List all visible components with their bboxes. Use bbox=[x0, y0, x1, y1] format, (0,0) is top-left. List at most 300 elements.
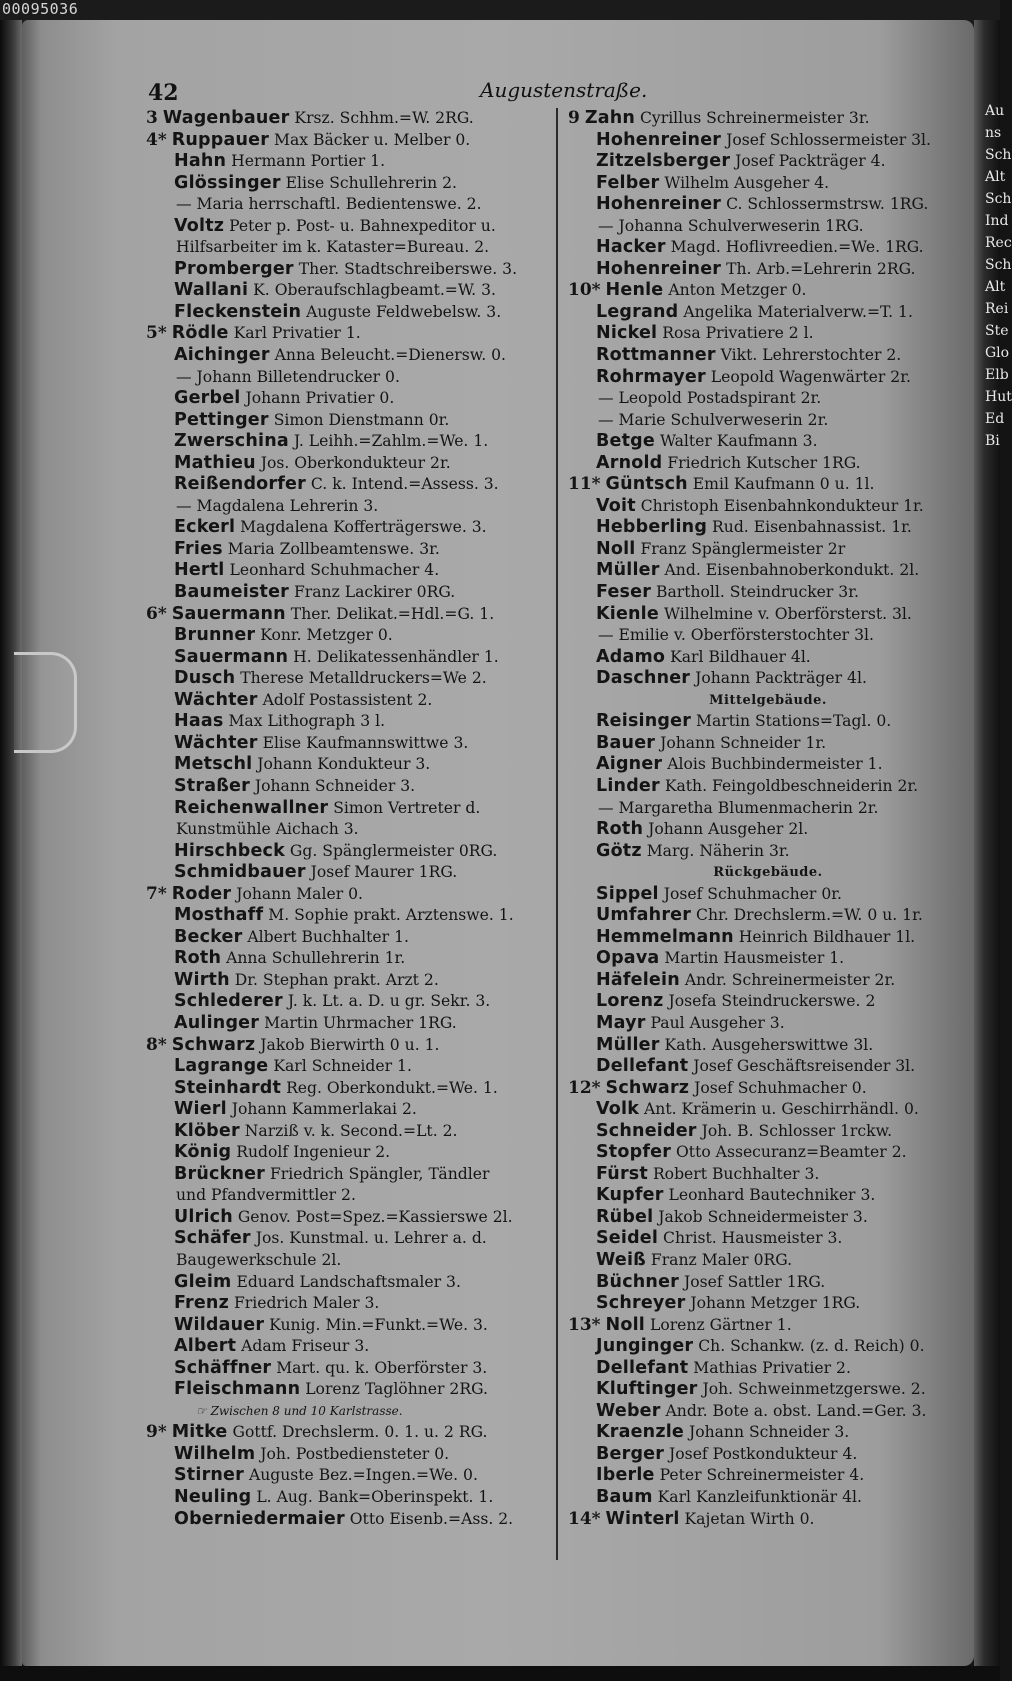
directory-entry bbox=[568, 453, 968, 475]
resident-surname: Hirschbeck bbox=[174, 840, 285, 861]
resident-surname: Hertl bbox=[174, 560, 225, 581]
resident-surname: Schwarz bbox=[171, 1034, 256, 1055]
resident-surname: Becker bbox=[174, 926, 243, 947]
directory-entry bbox=[146, 388, 554, 410]
resident-details: J. Leihh.=Zahlm.=We. 1. bbox=[293, 432, 489, 451]
entry-continuation bbox=[146, 1250, 554, 1272]
directory-entry bbox=[146, 1056, 554, 1078]
resident-details: Jakob Bierwirth 0 u. 1. bbox=[260, 1035, 440, 1054]
directory-entry bbox=[146, 1142, 554, 1164]
resident-details: — Leopold Postadspirant 2r. bbox=[598, 389, 822, 408]
resident-details: Marg. Näherin 3r. bbox=[646, 841, 790, 860]
resident-details: Emil Kaufmann 0 u. 1l. bbox=[692, 475, 875, 494]
scan-bottom-bar bbox=[0, 1666, 1000, 1681]
directory-entry bbox=[568, 1013, 968, 1035]
resident-surname: Arnold bbox=[596, 452, 663, 473]
resident-details: Peter Schreinermeister 4. bbox=[659, 1466, 865, 1485]
entry-continuation bbox=[146, 237, 554, 259]
directory-entry bbox=[568, 841, 968, 863]
directory-entry bbox=[146, 216, 554, 238]
resident-surname: Hahn bbox=[174, 151, 227, 172]
resident-details: — Magdalena Lehrerin 3. bbox=[176, 496, 379, 515]
resident-details: Lorenz Gärtner 1. bbox=[649, 1315, 792, 1334]
directory-entry bbox=[146, 410, 554, 432]
resident-surname: Noll bbox=[605, 1314, 645, 1335]
resident-surname: Kraenzle bbox=[596, 1422, 684, 1443]
resident-details: Johann Metzger 1RG. bbox=[690, 1294, 861, 1313]
resident-surname: Götz bbox=[596, 840, 642, 861]
house-number: 7* bbox=[146, 883, 167, 904]
directory-entry bbox=[146, 604, 554, 626]
resident-details: Josefa Steindruckerswe. 2 bbox=[668, 992, 876, 1011]
resident-surname: Wächter bbox=[174, 732, 258, 753]
resident-surname: Oberniedermaier bbox=[174, 1508, 345, 1529]
directory-entry bbox=[568, 1315, 968, 1337]
resident-surname: Häfelein bbox=[596, 969, 680, 990]
resident-surname: Steinhardt bbox=[174, 1077, 282, 1098]
house-number: 11* bbox=[568, 474, 601, 495]
resident-details: Johann Schneider 1r. bbox=[660, 733, 827, 752]
resident-details: Martin Stations=Tagl. 0. bbox=[696, 712, 892, 731]
directory-entry bbox=[568, 1185, 968, 1207]
resident-details: Kath. Feingoldbeschneiderin 2r. bbox=[664, 776, 919, 795]
directory-entry bbox=[146, 1121, 554, 1143]
resident-surname: Bauer bbox=[596, 732, 656, 753]
resident-surname: Legrand bbox=[596, 301, 679, 322]
directory-entry bbox=[568, 991, 968, 1013]
resident-details: Josef Maurer 1RG. bbox=[310, 863, 458, 882]
directory-entry bbox=[568, 474, 968, 496]
directory-entry bbox=[568, 905, 968, 927]
resident-details: Adam Friseur 3. bbox=[241, 1337, 370, 1356]
directory-entry bbox=[146, 1358, 554, 1380]
directory-entry bbox=[146, 754, 554, 776]
resident-details: Ch. Schankw. (z. d. Reich) 0. bbox=[698, 1337, 925, 1356]
resident-surname: Voltz bbox=[174, 215, 225, 236]
resident-surname: Weber bbox=[596, 1400, 661, 1421]
directory-entry bbox=[568, 1142, 968, 1164]
house-number: 4* bbox=[146, 129, 167, 150]
resident-details: Josef Postkondukteur 4. bbox=[669, 1444, 858, 1463]
resident-details: Joh. B. Schlosser 1rckw. bbox=[701, 1121, 893, 1140]
directory-entry bbox=[146, 302, 554, 324]
resident-surname: Hemmelmann bbox=[596, 926, 734, 947]
resident-surname: Volk bbox=[596, 1099, 640, 1120]
right-column bbox=[568, 108, 968, 1530]
directory-entry bbox=[568, 948, 968, 970]
resident-details: Paul Ausgeher 3. bbox=[650, 1013, 785, 1032]
house-number: 10* bbox=[568, 280, 601, 301]
resident-details: Otto Eisenb.=Ass. 2. bbox=[349, 1509, 514, 1528]
resident-details: Josef Geschäftsreisender 3l. bbox=[693, 1057, 916, 1076]
resident-details: — Maria herrschaftl. Bedientenswe. 2. bbox=[176, 195, 482, 214]
resident-details: Josef Schuhmacher 0. bbox=[694, 1078, 867, 1097]
resident-surname: Schäfer bbox=[174, 1228, 251, 1249]
resident-details: Th. Arb.=Lehrerin 2RG. bbox=[726, 259, 916, 278]
resident-surname: Winterl bbox=[605, 1508, 680, 1529]
directory-entry bbox=[146, 668, 554, 690]
directory-entry bbox=[146, 173, 554, 195]
resident-surname: Promberger bbox=[174, 258, 294, 279]
resident-details: Hilfsarbeiter im k. Kataster=Bureau. 2. bbox=[176, 238, 490, 257]
directory-entry bbox=[568, 1401, 968, 1423]
resident-surname: Daschner bbox=[596, 668, 691, 689]
resident-details: Alois Buchbindermeister 1. bbox=[667, 755, 883, 774]
resident-details: Rudolf Ingenieur 2. bbox=[236, 1143, 391, 1162]
directory-entry bbox=[568, 798, 968, 820]
resident-details: Walter Kaufmann 3. bbox=[659, 432, 818, 451]
directory-entry bbox=[568, 323, 968, 345]
resident-surname: Dellefant bbox=[596, 1357, 689, 1378]
directory-entry bbox=[146, 345, 554, 367]
resident-surname: Eckerl bbox=[174, 517, 236, 538]
directory-entry bbox=[568, 1121, 968, 1143]
resident-surname: Fürst bbox=[596, 1163, 648, 1184]
resident-details: Lorenz Taglöhner 2RG. bbox=[305, 1380, 488, 1399]
resident-surname: Gerbel bbox=[174, 388, 241, 409]
resident-details: Anton Metzger 0. bbox=[668, 281, 807, 300]
directory-entry bbox=[568, 711, 968, 733]
resident-surname: Noll bbox=[596, 538, 636, 559]
resident-surname: Junginger bbox=[596, 1336, 694, 1357]
house-number: 12* bbox=[568, 1077, 601, 1098]
resident-surname: Hacker bbox=[596, 237, 666, 258]
resident-surname: Berger bbox=[596, 1443, 665, 1464]
directory-entry bbox=[568, 604, 968, 626]
directory-entry bbox=[146, 1013, 554, 1035]
street-note: ☞ Zwischen 8 und 10 Karlstrasse. bbox=[196, 1403, 403, 1418]
resident-surname: Fleischmann bbox=[174, 1379, 301, 1400]
resident-surname: Brückner bbox=[174, 1163, 265, 1184]
directory-entry bbox=[146, 280, 554, 302]
entry-continuation bbox=[146, 1185, 554, 1207]
resident-surname: Müller bbox=[596, 1034, 660, 1055]
resident-details: Rud. Eisenbahnassist. 1r. bbox=[712, 518, 912, 537]
directory-entry bbox=[146, 841, 554, 863]
resident-details: Adolf Postassistent 2. bbox=[262, 690, 433, 709]
directory-entry bbox=[146, 1336, 554, 1358]
resident-details: Therese Metalldruckers=We 2. bbox=[240, 669, 487, 688]
resident-surname: Reißendorfer bbox=[174, 474, 306, 495]
resident-details: Elise Schullehrerin 2. bbox=[285, 173, 457, 192]
directory-entry bbox=[568, 431, 968, 453]
resident-details: Magd. Hoflivreedien.=We. 1RG. bbox=[670, 238, 924, 257]
resident-surname: Güntsch bbox=[605, 474, 688, 495]
scan-number: 00095036 bbox=[2, 0, 79, 18]
resident-details: L. Aug. Bank=Oberinspekt. 1. bbox=[256, 1488, 494, 1506]
resident-details: Josef Schlossermeister 3l. bbox=[726, 130, 931, 149]
directory-entry bbox=[568, 1250, 968, 1272]
resident-details: Peter p. Post- u. Bahnexpeditor u. bbox=[229, 216, 496, 235]
directory-entry bbox=[146, 776, 554, 798]
directory-entry bbox=[146, 1315, 554, 1337]
resident-details: Friedrich Spängler, Tändler bbox=[269, 1164, 490, 1183]
resident-details: Auguste Bez.=Ingen.=We. 0. bbox=[248, 1466, 478, 1485]
resident-surname: Frenz bbox=[174, 1293, 229, 1314]
resident-surname: Wallani bbox=[174, 280, 249, 301]
resident-details: Johann Kammerlakai 2. bbox=[231, 1100, 417, 1119]
resident-surname: Ruppauer bbox=[171, 129, 270, 150]
resident-surname: Roder bbox=[171, 883, 232, 904]
resident-surname: Fries bbox=[174, 538, 223, 559]
resident-details: — Margaretha Blumenmacherin 2r. bbox=[598, 798, 879, 817]
resident-details: — Johann Billetendrucker 0. bbox=[176, 367, 400, 386]
directory-entry bbox=[568, 173, 968, 195]
resident-surname: Voit bbox=[596, 495, 636, 516]
directory-entry bbox=[568, 1336, 968, 1358]
resident-details: Vikt. Lehrerstochter 2. bbox=[720, 346, 902, 365]
directory-entry bbox=[568, 345, 968, 367]
resident-details: K. Oberaufschlagbeamt.=W. 3. bbox=[253, 281, 496, 300]
resident-surname: Aigner bbox=[596, 754, 663, 775]
resident-details: — Emilie v. Oberförsterstochter 3l. bbox=[598, 626, 874, 645]
resident-details: Joh. Schweinmetzgerswe. 2. bbox=[702, 1380, 926, 1399]
resident-surname: Albert bbox=[174, 1336, 237, 1357]
resident-surname: Feser bbox=[596, 582, 652, 603]
directory-entry bbox=[146, 927, 554, 949]
directory-entry bbox=[568, 108, 968, 130]
resident-details: Dr. Stephan prakt. Arzt 2. bbox=[234, 970, 439, 989]
resident-surname: Mosthaff bbox=[174, 905, 264, 926]
page-number: 42 bbox=[148, 80, 179, 106]
resident-details: C. k. Intend.=Assess. 3. bbox=[310, 475, 499, 494]
directory-entry bbox=[146, 130, 554, 152]
directory-entry bbox=[568, 1164, 968, 1186]
resident-surname: Lagrange bbox=[174, 1056, 269, 1077]
directory-entry bbox=[568, 582, 968, 604]
resident-surname: Rübel bbox=[596, 1206, 654, 1227]
resident-surname: Metschl bbox=[174, 754, 253, 775]
resident-details: Baugewerkschule 2l. bbox=[176, 1250, 342, 1269]
directory-entry bbox=[568, 194, 968, 216]
resident-surname: Rottmanner bbox=[596, 345, 716, 366]
resident-details: Ther. Stadtschreiberswe. 3. bbox=[298, 259, 518, 278]
directory-entry bbox=[146, 431, 554, 453]
resident-surname: Nickel bbox=[596, 323, 658, 344]
directory-entry bbox=[146, 1035, 554, 1057]
resident-details: Chr. Drechslerm.=W. 0 u. 1r. bbox=[696, 906, 923, 925]
resident-surname: Müller bbox=[596, 560, 660, 581]
resident-surname: Wagenbauer bbox=[162, 108, 290, 128]
entry-continuation bbox=[146, 819, 554, 841]
house-number: 5* bbox=[146, 323, 167, 344]
resident-details: Magdalena Kofferträgerswe. 3. bbox=[240, 518, 487, 537]
directory-entry bbox=[146, 1509, 554, 1531]
directory-entry bbox=[568, 625, 968, 647]
directory-entry bbox=[568, 130, 968, 152]
directory-entry bbox=[568, 216, 968, 238]
directory-entry bbox=[568, 410, 968, 432]
resident-details: J. k. Lt. a. D. u gr. Sekr. 3. bbox=[287, 992, 491, 1011]
resident-details: Franz Lackirer 0RG. bbox=[293, 583, 456, 602]
directory-entry bbox=[146, 474, 554, 496]
resident-details: — Marie Schulverweserin 2r. bbox=[598, 410, 829, 429]
resident-surname: Hohenreiner bbox=[596, 194, 722, 215]
resident-details: Max Bäcker u. Melber 0. bbox=[274, 130, 471, 149]
resident-details: Simon Dienstmann 0r. bbox=[273, 410, 450, 429]
resident-surname: Betge bbox=[596, 431, 655, 452]
directory-entry bbox=[568, 647, 968, 669]
resident-details: Anna Schullehrerin 1r. bbox=[226, 949, 406, 968]
directory-entry bbox=[146, 1078, 554, 1100]
resident-details: Heinrich Bildhauer 1l. bbox=[738, 927, 916, 946]
directory-entry bbox=[146, 625, 554, 647]
resident-details: Simon Vertreter d. bbox=[333, 798, 481, 817]
directory-entry bbox=[146, 108, 554, 130]
resident-details: C. Schlossermstrsw. 1RG. bbox=[726, 195, 929, 214]
directory-entry bbox=[146, 582, 554, 604]
directory-entry bbox=[146, 194, 554, 216]
directory-entry bbox=[146, 323, 554, 345]
directory-entry bbox=[568, 1465, 968, 1487]
resident-details: Karl Schneider 1. bbox=[273, 1057, 412, 1076]
resident-surname: Schneider bbox=[596, 1120, 697, 1141]
resident-surname: König bbox=[174, 1142, 232, 1163]
directory-entry bbox=[568, 754, 968, 776]
resident-details: Mart. qu. k. Oberförster 3. bbox=[276, 1358, 488, 1377]
directory-entry bbox=[146, 496, 554, 518]
resident-surname: Umfahrer bbox=[596, 905, 692, 926]
directory-entry bbox=[146, 948, 554, 970]
resident-surname: Aichinger bbox=[174, 345, 270, 366]
directory-entry bbox=[146, 991, 554, 1013]
resident-details: H. Delikatessenhändler 1. bbox=[293, 647, 499, 666]
directory-entry bbox=[568, 388, 968, 410]
directory-entry bbox=[146, 1293, 554, 1315]
resident-surname: Glössinger bbox=[174, 172, 281, 193]
resident-details: Christoph Eisenbahnkondukteur 1r. bbox=[640, 496, 924, 515]
resident-details: Angelika Materialverw.=T. 1. bbox=[683, 302, 913, 321]
resident-details: Anna Beleucht.=Dienersw. 0. bbox=[274, 346, 506, 365]
directory-entry bbox=[568, 1509, 968, 1531]
directory-entry bbox=[146, 151, 554, 173]
page-header: Augustenstraße. bbox=[480, 78, 648, 102]
directory-entry bbox=[146, 1444, 554, 1466]
resident-details: Christ. Hausmeister 3. bbox=[663, 1229, 843, 1248]
resident-surname: Felber bbox=[596, 172, 660, 193]
directory-entry bbox=[568, 1293, 968, 1315]
directory-entry bbox=[568, 1379, 968, 1401]
directory-entry bbox=[568, 1056, 968, 1078]
resident-surname: Schreyer bbox=[596, 1293, 686, 1314]
directory-entry bbox=[146, 1379, 554, 1401]
resident-details: Johann Kondukteur 3. bbox=[257, 755, 431, 774]
house-number: 6* bbox=[146, 603, 167, 624]
resident-details: Johann Schneider 3. bbox=[688, 1423, 850, 1442]
resident-details: Johann Schneider 3. bbox=[254, 776, 416, 795]
resident-details: Jos. Oberkondukteur 2r. bbox=[260, 453, 451, 472]
resident-surname: Schäffner bbox=[174, 1357, 272, 1378]
directory-entry bbox=[146, 905, 554, 927]
resident-surname: Schmidbauer bbox=[174, 862, 306, 883]
resident-details: Joh. Postbediensteter 0. bbox=[260, 1444, 450, 1463]
resident-surname: Reisinger bbox=[596, 711, 692, 732]
resident-details: Cyrillus Schreinermeister 3r. bbox=[640, 109, 870, 127]
resident-details: Andr. Schreinermeister 2r. bbox=[684, 970, 896, 989]
directory-entry bbox=[568, 280, 968, 302]
resident-surname: Weiß bbox=[596, 1249, 646, 1270]
directory-entry bbox=[568, 1078, 968, 1100]
resident-details: Max Lithograph 3 l. bbox=[228, 712, 386, 731]
directory-entry bbox=[568, 1422, 968, 1444]
directory-entry bbox=[146, 647, 554, 669]
resident-surname: Seidel bbox=[596, 1228, 659, 1249]
directory-entry bbox=[568, 668, 968, 690]
resident-details: Maria Zollbeamtenswe. 3r. bbox=[227, 539, 440, 558]
resident-surname: Opava bbox=[596, 948, 660, 969]
resident-details: Rosa Privatiere 2 l. bbox=[662, 324, 814, 343]
directory-entry bbox=[146, 1272, 554, 1294]
left-column bbox=[146, 108, 554, 1530]
directory-entry bbox=[568, 1099, 968, 1121]
house-number: 13* bbox=[568, 1314, 601, 1335]
resident-surname: Kupfer bbox=[596, 1185, 664, 1206]
resident-details: Johann Packträger 4l. bbox=[695, 669, 867, 688]
book-spine-edge bbox=[0, 20, 22, 1666]
resident-details: Kunstmühle Aichach 3. bbox=[176, 820, 359, 839]
directory-entry bbox=[146, 453, 554, 475]
resident-surname: Gleim bbox=[174, 1271, 232, 1292]
resident-details: Wilhelmine v. Oberförsterst. 3l. bbox=[663, 604, 912, 623]
resident-details: Elise Kaufmannswittwe 3. bbox=[262, 733, 469, 752]
resident-details: Krsz. Schhm.=W. 2RG. bbox=[294, 109, 474, 127]
resident-details: Kajetan Wirth 0. bbox=[684, 1509, 815, 1528]
resident-surname: Schlederer bbox=[174, 991, 283, 1012]
resident-details: Martin Hausmeister 1. bbox=[664, 949, 845, 968]
resident-details: Leonhard Schuhmacher 4. bbox=[229, 561, 440, 580]
resident-details: Martin Uhrmacher 1RG. bbox=[264, 1013, 457, 1032]
directory-entry bbox=[146, 259, 554, 281]
resident-details: Otto Assecuranz=Beamter 2. bbox=[676, 1143, 907, 1162]
directory-entry bbox=[568, 1272, 968, 1294]
resident-surname: Hohenreiner bbox=[596, 258, 722, 279]
resident-details: Ther. Delikat.=Hdl.=G. 1. bbox=[290, 604, 495, 623]
resident-details: Jakob Schneidermeister 3. bbox=[658, 1207, 868, 1226]
resident-details: Bartholl. Steindrucker 3r. bbox=[656, 583, 859, 602]
resident-surname: Büchner bbox=[596, 1271, 679, 1292]
section-heading: Rückgebäude. bbox=[713, 865, 823, 881]
resident-surname: Wildauer bbox=[174, 1314, 265, 1335]
resident-details: Karl Bildhauer 4l. bbox=[670, 647, 811, 666]
directory-entry bbox=[568, 733, 968, 755]
resident-surname: Kluftinger bbox=[596, 1379, 698, 1400]
resident-surname: Schwarz bbox=[605, 1077, 690, 1098]
resident-details: Johann Maler 0. bbox=[236, 884, 363, 903]
resident-surname: Kienle bbox=[596, 603, 659, 624]
resident-details: Genov. Post=Spez.=Kassierswe 2l. bbox=[237, 1207, 513, 1226]
resident-surname: Stirner bbox=[174, 1465, 244, 1486]
directory-entry bbox=[568, 1487, 968, 1509]
resident-details: Andr. Bote a. obst. Land.=Ger. 3. bbox=[665, 1401, 927, 1420]
resident-surname: Mitke bbox=[171, 1422, 228, 1443]
resident-surname: Wirth bbox=[174, 969, 230, 990]
resident-surname: Wilhelm bbox=[174, 1443, 256, 1464]
resident-surname: Mathieu bbox=[174, 452, 256, 473]
resident-surname: Pettinger bbox=[174, 409, 269, 430]
resident-details: Gottf. Drechslerm. 0. 1. u. 2 RG. bbox=[232, 1423, 488, 1442]
resident-surname: Wierl bbox=[174, 1099, 227, 1120]
directory-entry bbox=[568, 560, 968, 582]
column-divider bbox=[556, 108, 558, 1560]
resident-details: Josef Sattler 1RG. bbox=[683, 1272, 826, 1291]
resident-surname: Sauermann bbox=[171, 603, 286, 624]
resident-surname: Neuling bbox=[174, 1487, 252, 1507]
directory-entry bbox=[568, 927, 968, 949]
directory-entry bbox=[568, 496, 968, 518]
resident-details: Eduard Landschaftsmaler 3. bbox=[236, 1272, 461, 1291]
directory-entry bbox=[568, 1207, 968, 1229]
directory-entry bbox=[146, 690, 554, 712]
